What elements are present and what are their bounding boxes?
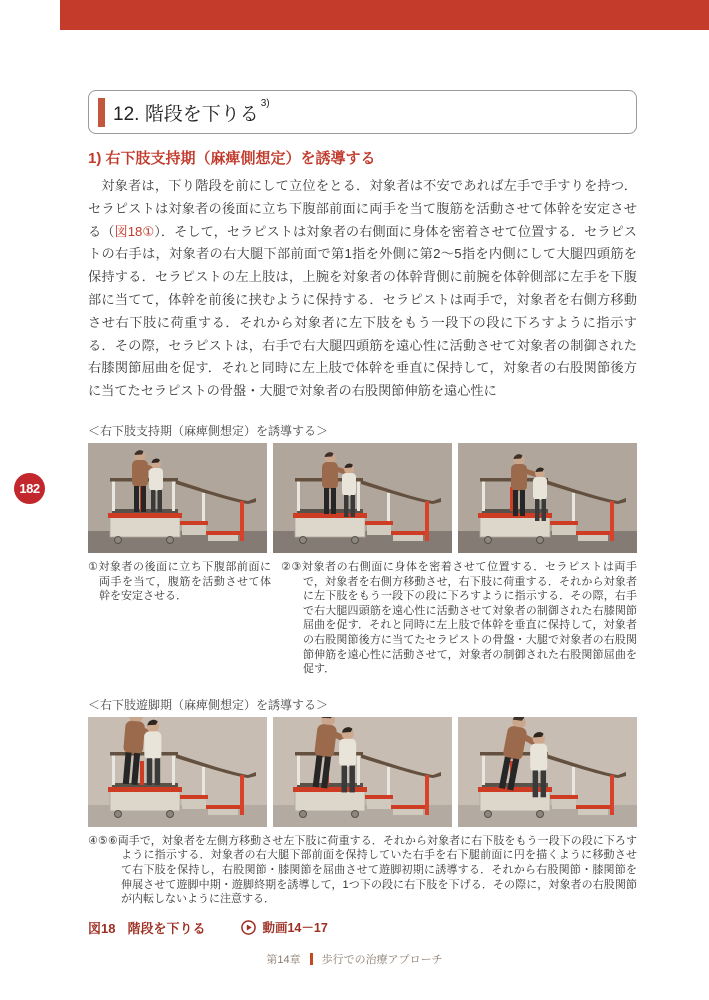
paragraph-part-1: 対象者は，下り階段を前にして立位をとる．対象者は不安であれば左手で手すりを持つ．セラピストは対象者の後面に立ち下腹部前面に両手を当て腹筋を活動させて体幹を安定させる（ bbox=[88, 178, 637, 239]
photo-group1-label: ＜右下肢支持期（麻痺側想定）を誘導する＞ bbox=[88, 423, 329, 438]
figure-title: 階段を下りる bbox=[127, 920, 206, 936]
caption-text-1: 対象者の後面に立ち下腹部前面に両手を当て，腹筋を活動させて体幹を安定させる． bbox=[98, 560, 271, 603]
figure-caption-row bbox=[88, 918, 637, 937]
footnote-marker: 3) bbox=[260, 98, 270, 109]
play-icon[interactable] bbox=[241, 920, 256, 935]
photo-4 bbox=[88, 717, 267, 827]
page-content bbox=[88, 90, 637, 937]
section-title: 12. 階段を下りる bbox=[113, 103, 259, 125]
photo-caption-4-5-6 bbox=[88, 834, 637, 907]
figure-reference: 図18① bbox=[114, 223, 155, 239]
photo-6 bbox=[458, 717, 637, 827]
figure-number: 図18 bbox=[88, 920, 116, 936]
caption-number-2-3: ②③ bbox=[281, 560, 302, 573]
caption-text-2-3: 対象者の右側面に身体を密着させて位置する．セラピストは両手で，対象者を右側方移動させ，右下肢に荷重する．それから対象者に左下肢をもう一段下の段に下ろすように指示する．その際，右手で右大腿四頭筋を遠心性に活動させて対象者の制御された右膝関節屈曲を促す．それと同時に左上肢で体幹を垂直に保持して，対象者の右股関節後方に当てたセラピストの骨盤・大腿で対象者の右股関節伸筋を遠心性に活動させて，対象者の制御された右股関節屈曲を促す． bbox=[301, 560, 637, 676]
photo-3 bbox=[458, 443, 637, 553]
photo-group2-label: ＜右下肢遊脚期（麻痺側想定）を誘導する＞ bbox=[88, 697, 329, 712]
header-bar bbox=[60, 0, 709, 30]
photo-row-1 bbox=[88, 443, 637, 553]
body-paragraph bbox=[88, 175, 637, 403]
photo-caption-1 bbox=[88, 560, 271, 677]
photo-1 bbox=[88, 443, 267, 553]
photo-2 bbox=[273, 443, 452, 553]
footer-chapter: 第14章 bbox=[266, 954, 301, 966]
captions-row-1 bbox=[88, 560, 637, 677]
page-number-badge: 182 bbox=[14, 473, 45, 504]
caption-number-1: ① bbox=[88, 560, 99, 573]
photo-row-2 bbox=[88, 717, 637, 827]
caption-number-4-5-6: ④⑤⑥ bbox=[88, 834, 118, 847]
subsection-heading: 1) 右下肢支持期（麻痺側想定）を誘導する bbox=[88, 150, 376, 167]
paragraph-part-2: ）．そして，セラピストは対象者の右側面に身体を密着させて位置する．セラピストの右手は，対象者の右大腿下部前面で第1指を外側に第2〜5指を内側にして大腿四頭筋を保持する．セラピストの左上肢は，上腕を対象者の体幹背側に前腕を体幹側部に左手を下腹部に当てて，体幹を前後に挟むように保持する．セラピストは両手で，対象者を右側方移動させ右下肢に荷重する．それから対象者に左下肢をもう一段下の段に下ろすように指示する．その際，セラピストは，右手で右大腿四頭筋を遠心性に活動させて対象者の制御された右膝関節屈曲を促す．それと同時に左上肢で体幹を垂直に保持して，対象者の右股関節後方に当てたセラピストの骨盤・大腿で対象者の右股関節伸筋を遠心性に bbox=[88, 223, 637, 399]
caption-text-4-5-6: 両手で，対象者を左側方移動させ左下肢に荷重する．それから対象者に右下肢をもう一段下の段に下ろすように指示する．対象者の右大腿下部前面を保持していた右手を右下腿前面に円を描くように移動させて右下肢を保持し，右股関節・膝関節を屈曲させて遊脚初期に誘導する．それから右股関節・膝関節を伸展させて遊脚中期・遊脚終期を誘導して，1つ下の段に右下肢を下げる．その際に，対象者の右股関節が内転しないように注意する． bbox=[117, 834, 637, 906]
footer-book-title: 歩行での治療アプローチ bbox=[321, 954, 443, 966]
photo-5 bbox=[273, 717, 452, 827]
page-footer bbox=[0, 951, 709, 967]
photo-caption-2-3 bbox=[281, 560, 637, 677]
title-accent-bar bbox=[98, 98, 105, 127]
video-reference-label[interactable]: 動画14－17 bbox=[262, 921, 328, 936]
footer-divider bbox=[310, 953, 313, 965]
section-title-box bbox=[88, 90, 637, 134]
